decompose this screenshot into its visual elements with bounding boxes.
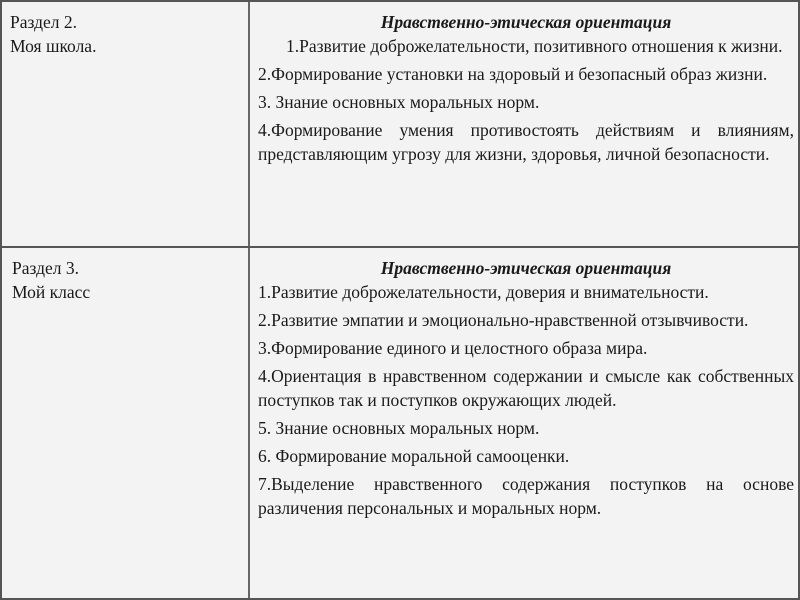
section-label-cell	[12, 256, 90, 304]
section-content-cell	[258, 256, 794, 520]
orientation-heading: Нравственно-этическая ориентация	[380, 258, 672, 278]
list-item: 2.Формирование установки на здоровый и безопасный образ жизни.	[258, 64, 768, 84]
list-item: 2.Развитие эмпатии и эмоционально-нравственной отзывчивости.	[258, 310, 749, 330]
list-item: 7.Выделение нравственного содержания поступков на основе различения персональных и моральных норм.	[258, 474, 794, 518]
list-item: 3. Знание основных моральных норм.	[258, 92, 540, 112]
section-title: Мой класс	[12, 282, 91, 302]
section-number: Раздел 2.	[10, 12, 78, 32]
list-item: 5. Знание основных моральных норм.	[258, 418, 540, 438]
list-item: 3.Формирование единого и целостного образа мира.	[258, 338, 648, 358]
orientation-heading: Нравственно-этическая ориентация	[380, 12, 672, 32]
section-label-cell	[10, 10, 96, 58]
section-number: Раздел 3.	[12, 258, 80, 278]
list-item: 4.Формирование умения противостоять действиям и влияниям, представляющим угрозу для жизни, здоровья, личной безопасности.	[258, 120, 794, 164]
list-item: 6. Формирование моральной самооценки.	[258, 446, 570, 466]
table-row	[2, 2, 798, 248]
list-item: 4.Ориентация в нравственном содержании и смысле как собственных поступков так и поступков окружающих людей.	[258, 366, 794, 410]
table-row	[2, 248, 798, 600]
section-content-cell	[258, 10, 794, 166]
list-item: 1.Развитие доброжелательности, позитивного отношения к жизни.	[286, 36, 783, 56]
list-item: 1.Развитие доброжелательности, доверия и внимательности.	[258, 282, 709, 302]
section-title: Моя школа.	[10, 36, 97, 56]
